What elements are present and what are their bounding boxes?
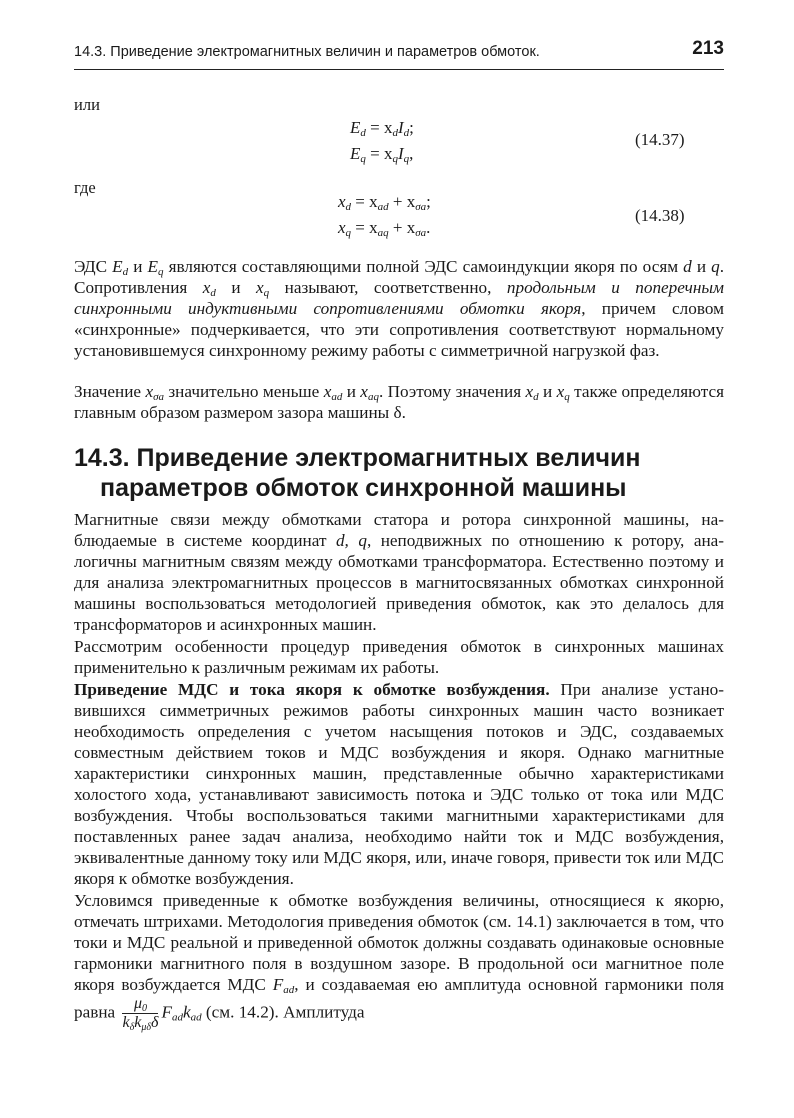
header-rule [74, 69, 724, 70]
equation-14-37-line1: $E_d = x_dI_d$; [350, 118, 414, 139]
page-header [74, 38, 724, 64]
equation-number-14-38: (14.38) [635, 206, 685, 225]
section-heading [74, 443, 724, 503]
equation-14-38-line1: $x_d = x_{ad} + x_{\sigma a}$; [338, 192, 431, 213]
page-number: 213 [692, 38, 724, 59]
word-ili: или [74, 95, 100, 114]
heading-line2: параметров обмоток синхронной машины [100, 474, 627, 502]
paragraph-primed-quantities: Условимся приведенные к обмотке возбуждения величины, относящиеся к якорю, отмечать штрихами. Методология приведения обмоток (см. 14.1) заключается в том, что токи и МДС реальной и приведенной обмоток должны создавать одинаковые основные гармоники магнитного поля в воздушном зазоре. В продольной оси магнитное поле якоря возбуждается МДС $F_{ad}$, и создаваемая ею амплитуда основной гармоники поля равна $\frac{\mu_0}{k_\delta k_{\mu\delta}\delta}$ $F_{ad}k_{ad}$ (см. 14.2). Амплитуда [74, 891, 724, 1033]
paragraph-leakage-reactance: Значение $x_{\sigma a}$ значительно меньше $x_{ad}$ и $x_{aq}$. Поэтому значения $x_d$ и $x_q$ также определяются главным образом размером зазора машины δ. [74, 382, 725, 422]
word-gde: где [74, 178, 96, 197]
paragraph-magnetic-links: Магнитные связи между обмотками статора и ротора синхронной машины, наблюдаемые в системе координат d, q, неподвижных по отношению к ротору, аналогичны магнитным связям между обмотками трансформатора. Естественно поэтому и для анализа электромагнитных процессов в магнитосвязанных обмотках синхронной машины воспользоваться методологией приведения обмоток, как это делалось для трансформаторов и асинхронных машин. [74, 510, 725, 634]
paragraph-consider: Рассмотрим особенности процедур приведения обмоток в синхронных машинах применительно к различным режимам их работы. [74, 637, 724, 677]
running-title: 14.3. Приведение электромагнитных величин и параметров обмоток. [74, 44, 540, 60]
equation-number-14-37: (14.37) [635, 130, 685, 149]
paragraph-mmf-referral: Приведение МДС и тока якоря к обмотке возбуждения. При анализе установившихся симметричных режимов работы синхронных машин часто возникает необходимость определения с учетом насыщения потоков и ЭДС, создаваемых совместным действием токов и МДС возбуждения и якоря. Однако магнитные характеристики синхронных машин, представленные обычно характеристиками холостого хода, устанавливают зависимость потока и ЭДС только от тока или МДС возбуждения. Чтобы воспользоваться такими магнитными характеристиками для поставленных ранее задач анализа, необходимо найти ток и МДС возбуждения, эквивалентные данному току или МДС якоря, или, иначе говоря, привести ток или МДС якоря к обмотке возбуждения. [74, 680, 725, 888]
heading-line1: 14.3. Приведение электромагнитных величин [74, 444, 641, 472]
amplitude-fraction: $\frac{\mu_0}{k_\delta k_{\mu\delta}\delta}$ [122, 995, 159, 1033]
equation-14-38-line2: $x_q = x_{aq} + x_{\sigma a}$. [338, 218, 431, 239]
paragraph-emf-components: ЭДС $E_d$ и $E_q$ являются составляющими полной ЭДС самоиндукции якоря по осям d и q. Сопротивления $x_d$ и $x_q$ называют, соответственно, продольным и поперечным синхронными индуктивными сопротивлениями обмотки якоря, причем словом «синхронные» подчеркивается, что эти сопротивления соответствуют нормальному установившемуся синхронному режиму работы с симметричной нагрузкой фаз. [74, 257, 724, 360]
equation-14-37-line2: $E_q = x_qI_q$, [350, 144, 414, 165]
